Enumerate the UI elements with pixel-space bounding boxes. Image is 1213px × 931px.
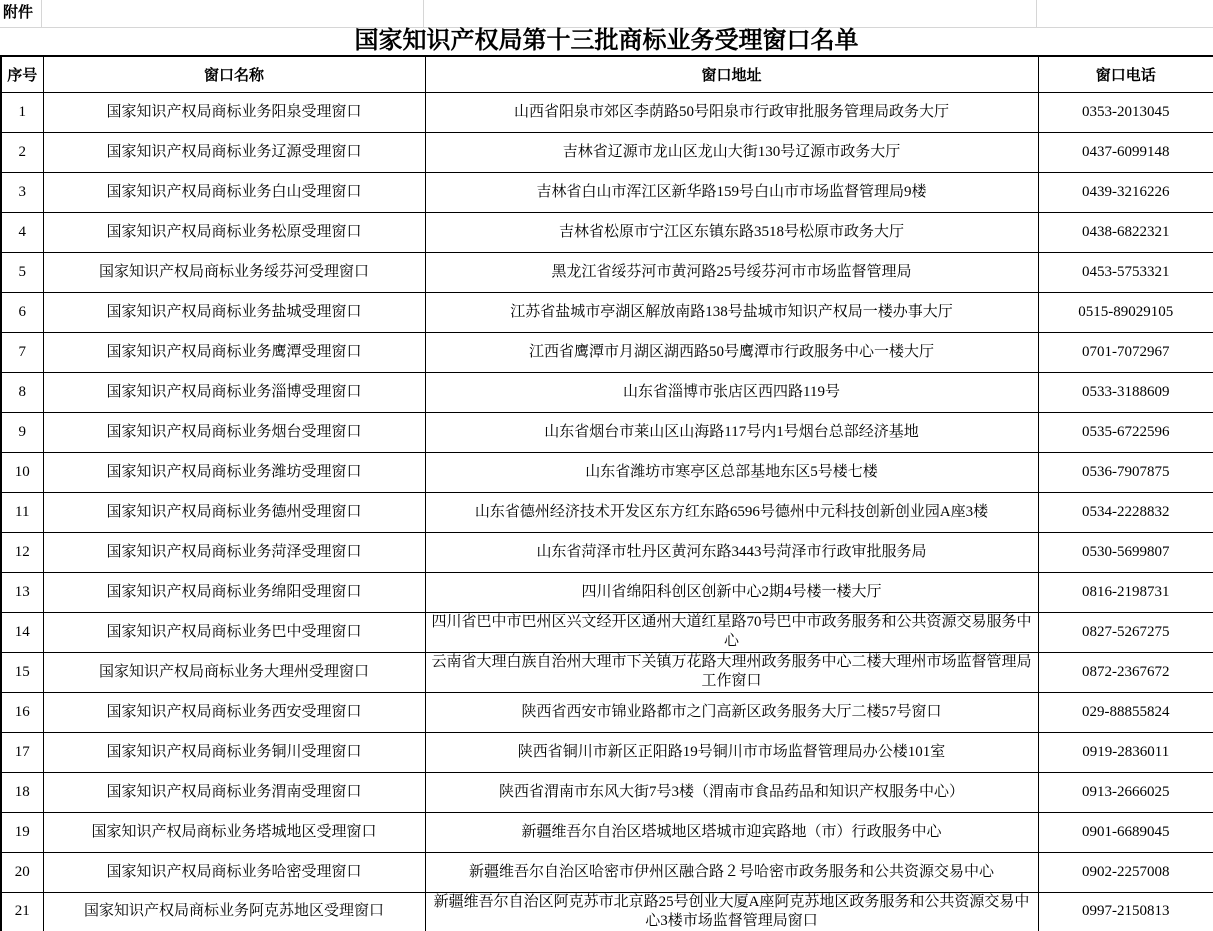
window-phone-cell: 0530-5699807 — [1038, 532, 1213, 572]
window-name-cell: 国家知识产权局商标业务潍坊受理窗口 — [43, 452, 425, 492]
table-row — [1, 372, 1213, 412]
row-number-cell: 9 — [1, 412, 43, 452]
window-name-cell: 国家知识产权局商标业务塔城地区受理窗口 — [43, 812, 425, 852]
window-address-cell: 吉林省松原市宁江区东镇东路3518号松原市政务大厅 — [425, 212, 1038, 252]
table-body — [1, 92, 1213, 931]
table-row — [1, 332, 1213, 372]
window-name-cell: 国家知识产权局商标业务盐城受理窗口 — [43, 292, 425, 332]
window-phone-cell: 0901-6689045 — [1038, 812, 1213, 852]
window-phone-cell: 0437-6099148 — [1038, 132, 1213, 172]
table-row — [1, 92, 1213, 132]
window-name-cell: 国家知识产权局商标业务阳泉受理窗口 — [43, 92, 425, 132]
window-name-cell: 国家知识产权局商标业务巴中受理窗口 — [43, 612, 425, 652]
row-number-cell: 7 — [1, 332, 43, 372]
row-number-cell: 10 — [1, 452, 43, 492]
table-row — [1, 772, 1213, 812]
row-number-cell: 2 — [1, 132, 43, 172]
table-row — [1, 692, 1213, 732]
row-number-cell: 20 — [1, 852, 43, 892]
table-row — [1, 252, 1213, 292]
window-name-cell: 国家知识产权局商标业务绥芬河受理窗口 — [43, 252, 425, 292]
window-phone-cell: 0827-5267275 — [1038, 612, 1213, 652]
window-table — [0, 55, 1213, 931]
table-row — [1, 412, 1213, 452]
window-phone-cell: 0534-2228832 — [1038, 492, 1213, 532]
row-number-cell: 6 — [1, 292, 43, 332]
window-phone-cell: 0536-7907875 — [1038, 452, 1213, 492]
window-address-cell: 陕西省渭南市东风大街7号3楼（渭南市食品药品和知识产权服务中心） — [425, 772, 1038, 812]
window-address-cell: 吉林省辽源市龙山区龙山大街130号辽源市政务大厅 — [425, 132, 1038, 172]
window-address-cell: 山东省淄博市张店区西四路119号 — [425, 372, 1038, 412]
row-number-cell: 11 — [1, 492, 43, 532]
row-number-cell: 12 — [1, 532, 43, 572]
table-row — [1, 492, 1213, 532]
window-name-cell: 国家知识产权局商标业务大理州受理窗口 — [43, 652, 425, 692]
window-name-cell: 国家知识产权局商标业务绵阳受理窗口 — [43, 572, 425, 612]
row-number-cell: 3 — [1, 172, 43, 212]
document-title: 国家知识产权局第十三批商标业务受理窗口名单 — [354, 28, 859, 54]
window-phone-cell: 0438-6822321 — [1038, 212, 1213, 252]
window-phone-cell: 0902-2257008 — [1038, 852, 1213, 892]
table-row — [1, 732, 1213, 772]
window-phone-cell: 0439-3216226 — [1038, 172, 1213, 212]
table-row — [1, 132, 1213, 172]
window-phone-cell: 0872-2367672 — [1038, 652, 1213, 692]
window-address-cell: 新疆维吾尔自治区哈密市伊州区融合路２号哈密市政务服务和公共资源交易中心 — [425, 852, 1038, 892]
row-number-cell: 16 — [1, 692, 43, 732]
window-address-cell: 四川省绵阳科创区创新中心2期4号楼一楼大厅 — [425, 572, 1038, 612]
window-address-cell: 吉林省白山市浑江区新华路159号白山市市场监督管理局9楼 — [425, 172, 1038, 212]
table-row — [1, 172, 1213, 212]
row-number-cell: 19 — [1, 812, 43, 852]
table-row — [1, 572, 1213, 612]
table-row — [1, 452, 1213, 492]
table-row — [1, 852, 1213, 892]
window-phone-cell: 0701-7072967 — [1038, 332, 1213, 372]
window-name-cell: 国家知识产权局商标业务哈密受理窗口 — [43, 852, 425, 892]
window-address-cell: 山东省烟台市莱山区山海路117号内1号烟台总部经济基地 — [425, 412, 1038, 452]
window-name-cell: 国家知识产权局商标业务松原受理窗口 — [43, 212, 425, 252]
window-name-cell: 国家知识产权局商标业务白山受理窗口 — [43, 172, 425, 212]
window-phone-cell: 0353-2013045 — [1038, 92, 1213, 132]
header-window-phone: 窗口电话 — [1038, 56, 1213, 92]
row-number-cell: 13 — [1, 572, 43, 612]
window-name-cell: 国家知识产权局商标业务辽源受理窗口 — [43, 132, 425, 172]
table-row — [1, 812, 1213, 852]
table-row — [1, 892, 1213, 931]
window-phone-cell: 0453-5753321 — [1038, 252, 1213, 292]
window-address-cell: 四川省巴中市巴州区兴文经开区通州大道红星路70号巴中市政务服务和公共资源交易服务中心 — [425, 612, 1038, 652]
window-phone-cell: 029-88855824 — [1038, 692, 1213, 732]
window-address-cell: 云南省大理白族自治州大理市下关镇万花路大理州政务服务中心二楼大理州市场监督管理局工作窗口 — [425, 652, 1038, 692]
window-phone-cell: 0515-89029105 — [1038, 292, 1213, 332]
table-row — [1, 212, 1213, 252]
row-number-cell: 17 — [1, 732, 43, 772]
empty-cell — [424, 0, 1037, 27]
window-phone-cell: 0997-2150813 — [1038, 892, 1213, 931]
window-address-cell: 江苏省盐城市亭湖区解放南路138号盐城市知识产权局一楼办事大厅 — [425, 292, 1038, 332]
attachment-row — [0, 0, 1213, 28]
window-address-cell: 黑龙江省绥芬河市黄河路25号绥芬河市市场监督管理局 — [425, 252, 1038, 292]
header-no: 序号 — [1, 56, 43, 92]
window-name-cell: 国家知识产权局商标业务淄博受理窗口 — [43, 372, 425, 412]
row-number-cell: 1 — [1, 92, 43, 132]
table-row — [1, 652, 1213, 692]
table-row — [1, 532, 1213, 572]
window-phone-cell: 0913-2666025 — [1038, 772, 1213, 812]
window-address-cell: 新疆维吾尔自治区塔城地区塔城市迎宾路地（市）行政服务中心 — [425, 812, 1038, 852]
row-number-cell: 15 — [1, 652, 43, 692]
window-phone-cell: 0919-2836011 — [1038, 732, 1213, 772]
window-address-cell: 山东省德州经济技术开发区东方红东路6596号德州中元科技创新创业园A座3楼 — [425, 492, 1038, 532]
window-name-cell: 国家知识产权局商标业务阿克苏地区受理窗口 — [43, 892, 425, 931]
window-name-cell: 国家知识产权局商标业务烟台受理窗口 — [43, 412, 425, 452]
window-name-cell: 国家知识产权局商标业务铜川受理窗口 — [43, 732, 425, 772]
window-address-cell: 陕西省铜川市新区正阳路19号铜川市市场监督管理局办公楼101室 — [425, 732, 1038, 772]
table-row — [1, 612, 1213, 652]
window-address-cell: 山东省潍坊市寒亭区总部基地东区5号楼七楼 — [425, 452, 1038, 492]
header-window-address: 窗口地址 — [425, 56, 1038, 92]
table-header-row — [1, 56, 1213, 92]
window-address-cell: 山西省阳泉市郊区李荫路50号阳泉市行政审批服务管理局政务大厅 — [425, 92, 1038, 132]
empty-cell — [1037, 0, 1213, 27]
window-phone-cell: 0533-3188609 — [1038, 372, 1213, 412]
empty-cell — [42, 0, 424, 27]
window-phone-cell: 0816-2198731 — [1038, 572, 1213, 612]
window-name-cell: 国家知识产权局商标业务鹰潭受理窗口 — [43, 332, 425, 372]
window-address-cell: 新疆维吾尔自治区阿克苏市北京路25号创业大厦A座阿克苏地区政务服务和公共资源交易中心3楼市场监督管理局窗口 — [425, 892, 1038, 931]
window-name-cell: 国家知识产权局商标业务西安受理窗口 — [43, 692, 425, 732]
row-number-cell: 18 — [1, 772, 43, 812]
row-number-cell: 21 — [1, 892, 43, 931]
window-address-cell: 山东省菏泽市牡丹区黄河东路3443号菏泽市行政审批服务局 — [425, 532, 1038, 572]
window-name-cell: 国家知识产权局商标业务渭南受理窗口 — [43, 772, 425, 812]
window-name-cell: 国家知识产权局商标业务德州受理窗口 — [43, 492, 425, 532]
window-address-cell: 江西省鹰潭市月湖区湖西路50号鹰潭市行政服务中心一楼大厅 — [425, 332, 1038, 372]
header-window-name: 窗口名称 — [43, 56, 425, 92]
row-number-cell: 8 — [1, 372, 43, 412]
window-address-cell: 陕西省西安市锦业路都市之门高新区政务服务大厅二楼57号窗口 — [425, 692, 1038, 732]
window-name-cell: 国家知识产权局商标业务菏泽受理窗口 — [43, 532, 425, 572]
table-row — [1, 292, 1213, 332]
attachment-label: 附件 — [0, 0, 42, 27]
row-number-cell: 14 — [1, 612, 43, 652]
row-number-cell: 5 — [1, 252, 43, 292]
row-number-cell: 4 — [1, 212, 43, 252]
window-phone-cell: 0535-6722596 — [1038, 412, 1213, 452]
